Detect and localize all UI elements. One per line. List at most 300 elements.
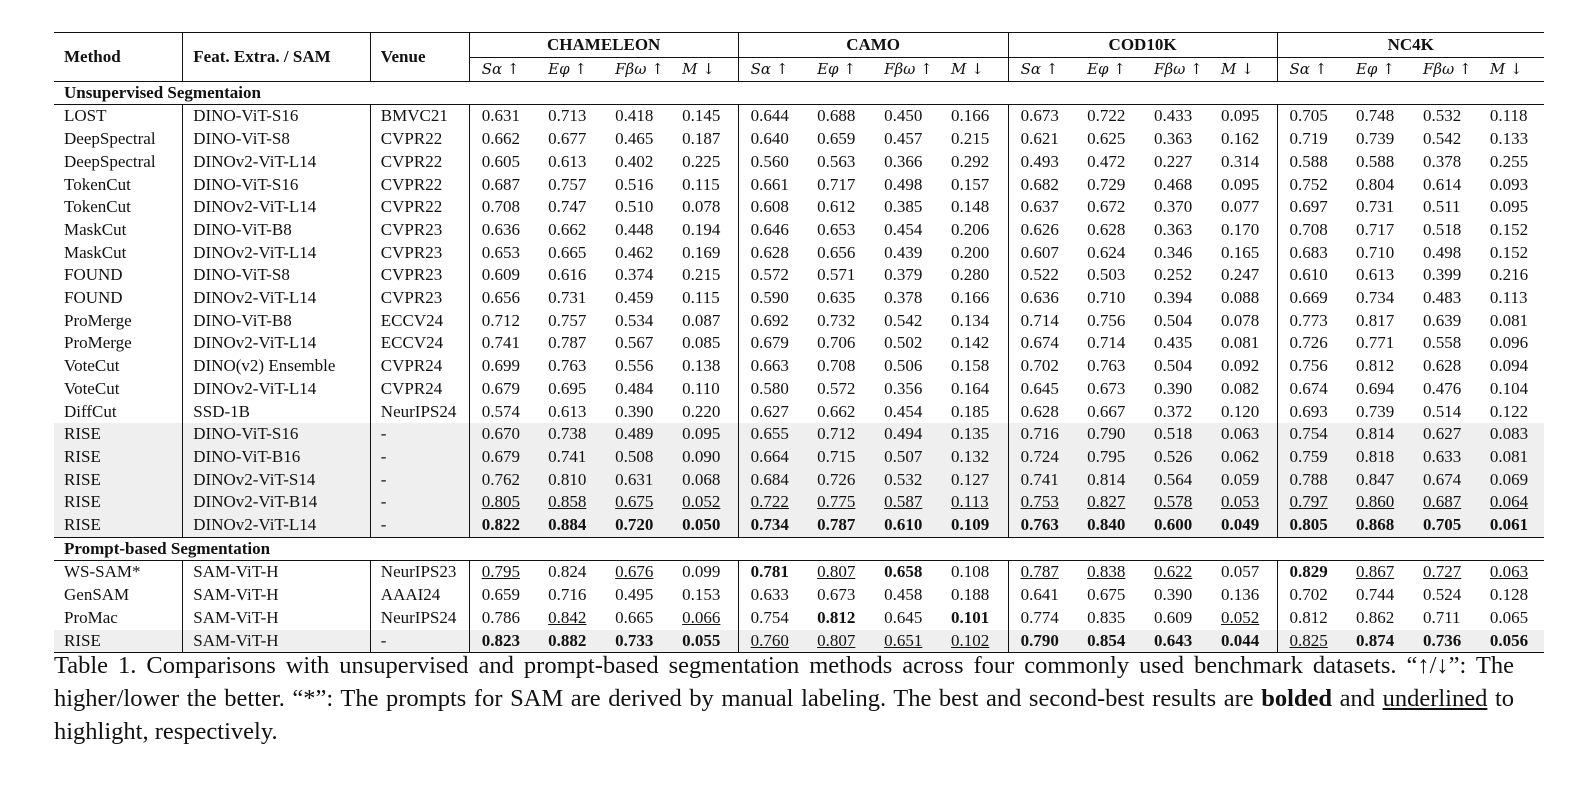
metric-value-cell: 0.056 bbox=[1478, 630, 1544, 653]
metric-value-cell: 0.390 bbox=[1154, 378, 1193, 398]
metric-value-cell: 0.673 bbox=[1087, 378, 1126, 398]
metric-value-cell: 0.714 bbox=[1008, 310, 1075, 333]
metric-header: Eφ ↑ bbox=[1075, 58, 1142, 82]
metric-value-cell: 0.817 bbox=[1355, 310, 1395, 330]
metric-value-cell: 0.134 bbox=[951, 310, 990, 330]
metric-value-cell: 0.157 bbox=[951, 174, 990, 194]
metric-value-cell: 0.673 bbox=[817, 585, 856, 605]
venue-cell: CVPR24 bbox=[370, 355, 469, 378]
metric-value-cell: 0.814 bbox=[1344, 423, 1411, 446]
method-cell: RISE bbox=[54, 491, 183, 514]
metric-value-cell: 0.220 bbox=[682, 401, 721, 421]
metric-value-cell: 0.651 bbox=[872, 630, 939, 653]
table-row bbox=[54, 242, 1544, 265]
metric-value-cell: 0.713 bbox=[548, 106, 587, 126]
metric-value-cell: 0.695 bbox=[548, 378, 587, 398]
metric-value-cell: 0.646 bbox=[738, 219, 805, 242]
metric-value-cell: 0.133 bbox=[1489, 129, 1529, 149]
method-cell: DiffCut bbox=[64, 401, 117, 421]
metric-value-cell: 0.759 bbox=[1277, 446, 1344, 469]
table-row bbox=[54, 561, 1544, 584]
metric-value-cell: 0.625 bbox=[1087, 129, 1126, 149]
metric-value-cell: 0.166 bbox=[951, 106, 990, 126]
feature-extractor-cell: DINOv2-ViT-L14 bbox=[183, 242, 371, 265]
metric-value-cell: 0.468 bbox=[1154, 174, 1193, 194]
method-cell: RISE bbox=[54, 446, 183, 469]
metric-value-cell: 0.847 bbox=[1344, 469, 1411, 492]
metric-value-cell: 0.814 bbox=[1075, 469, 1142, 492]
table-row bbox=[54, 128, 1544, 151]
metric-value-cell: 0.714 bbox=[1087, 333, 1126, 353]
metric-value-cell: 0.510 bbox=[615, 197, 654, 217]
metric-value-cell: 0.726 bbox=[805, 469, 872, 492]
section-title: Prompt-based Segmentation bbox=[54, 537, 1544, 561]
metric-value-cell: 0.435 bbox=[1154, 333, 1193, 353]
metric-value-cell: 0.081 bbox=[1221, 333, 1260, 353]
metric-value-cell: 0.827 bbox=[1075, 491, 1142, 514]
metric-value-cell: 0.741 bbox=[469, 332, 536, 355]
metric-value-cell: 0.748 bbox=[1355, 106, 1395, 126]
metric-value-cell: 0.661 bbox=[738, 174, 805, 197]
metric-value-cell: 0.662 bbox=[817, 401, 856, 421]
metric-value-cell: 0.858 bbox=[536, 491, 603, 514]
feature-extractor-cell: DINOv2-ViT-L14 bbox=[183, 514, 371, 537]
metric-value-cell: 0.644 bbox=[738, 105, 805, 128]
metric-value-cell: 0.763 bbox=[1008, 514, 1075, 537]
metric-value-cell: 0.669 bbox=[1277, 287, 1344, 310]
metric-value-cell: 0.697 bbox=[1277, 196, 1344, 219]
metric-value-cell: 0.860 bbox=[1344, 491, 1411, 514]
header-dataset-cod10k: COD10K bbox=[1008, 33, 1277, 58]
metric-value-cell: 0.104 bbox=[1489, 378, 1529, 398]
metric-value-cell: 0.708 bbox=[1277, 219, 1344, 242]
metric-value-cell: 0.506 bbox=[884, 356, 923, 376]
venue-cell: CVPR23 bbox=[370, 242, 469, 265]
metric-value-cell: 0.786 bbox=[469, 607, 536, 630]
metric-value-cell: 0.063 bbox=[1209, 423, 1277, 446]
metric-value-cell: 0.804 bbox=[1355, 174, 1395, 194]
caption-text: Table 1. Comparisons with unsupervised and prompt-based segmentation methods across four commonly used benchmark datasets. “↑/↓”: The higher/lower the better. “*”: The prompts for SAM are derived by manual labeling. The best and second-best results are bbox=[54, 652, 1514, 712]
metric-value-cell: 0.378 bbox=[884, 288, 923, 308]
feature-extractor-cell: DINOv2-ViT-L14 bbox=[183, 378, 371, 401]
table-row bbox=[54, 287, 1544, 310]
metric-value-cell: 0.215 bbox=[951, 129, 990, 149]
metric-value-cell: 0.504 bbox=[1154, 310, 1193, 330]
metric-value-cell: 0.166 bbox=[951, 288, 990, 308]
metric-value-cell: 0.679 bbox=[738, 332, 805, 355]
metric-value-cell: 0.628 bbox=[1008, 401, 1075, 424]
metric-value-cell: 0.069 bbox=[1478, 469, 1544, 492]
venue-cell: - bbox=[370, 446, 469, 469]
metric-value-cell: 0.454 bbox=[884, 219, 923, 239]
venue-cell: NeurIPS24 bbox=[370, 607, 469, 630]
metric-value-cell: 0.099 bbox=[682, 562, 721, 582]
metric-value-cell: 0.115 bbox=[682, 174, 720, 194]
metric-header: M ↓ bbox=[939, 58, 1008, 82]
metric-value-cell: 0.502 bbox=[884, 333, 923, 353]
metric-value-cell: 0.754 bbox=[1277, 423, 1344, 446]
metric-value-cell: 0.610 bbox=[872, 514, 939, 537]
metric-value-cell: 0.508 bbox=[603, 446, 670, 469]
metric-value-cell: 0.078 bbox=[1221, 310, 1260, 330]
metric-value-cell: 0.840 bbox=[1075, 514, 1142, 537]
metric-value-cell: 0.636 bbox=[1008, 287, 1075, 310]
metric-value-cell: 0.825 bbox=[1277, 630, 1344, 653]
metric-value-cell: 0.710 bbox=[1355, 242, 1395, 262]
venue-cell: CVPR23 bbox=[370, 287, 469, 310]
feature-extractor-cell: DINO-ViT-B8 bbox=[183, 219, 371, 242]
table-row bbox=[54, 378, 1544, 401]
table-row bbox=[54, 607, 1544, 630]
metric-value-cell: 0.775 bbox=[805, 491, 872, 514]
metric-value-cell: 0.101 bbox=[951, 607, 990, 627]
feature-extractor-cell: DINOv2-ViT-L14 bbox=[183, 151, 371, 174]
feature-extractor-cell: DINO(v2) Ensemble bbox=[183, 355, 371, 378]
metric-value-cell: 0.164 bbox=[951, 378, 990, 398]
metric-value-cell: 0.118 bbox=[1489, 106, 1528, 126]
metric-value-cell: 0.756 bbox=[1087, 310, 1126, 330]
metric-value-cell: 0.716 bbox=[548, 585, 587, 605]
metric-value-cell: 0.692 bbox=[738, 310, 805, 333]
metric-value-cell: 0.049 bbox=[1209, 514, 1277, 537]
metric-header: Fβω ↑ bbox=[1142, 58, 1209, 82]
metric-value-cell: 0.356 bbox=[884, 378, 923, 398]
metric-value-cell: 0.495 bbox=[615, 585, 654, 605]
metric-value-cell: 0.763 bbox=[548, 356, 587, 376]
metric-value-cell: 0.659 bbox=[817, 129, 856, 149]
metric-value-cell: 0.066 bbox=[682, 607, 721, 627]
metric-value-cell: 0.390 bbox=[615, 401, 654, 421]
metric-value-cell: 0.516 bbox=[615, 174, 654, 194]
header-dataset-camo: CAMO bbox=[738, 33, 1008, 58]
metric-value-cell: 0.532 bbox=[1422, 106, 1462, 126]
metric-value-cell: 0.450 bbox=[884, 106, 923, 126]
metric-value-cell: 0.614 bbox=[1422, 174, 1462, 194]
feature-extractor-cell: DINOv2-ViT-L14 bbox=[183, 287, 371, 310]
metric-value-cell: 0.655 bbox=[738, 423, 805, 446]
metric-value-cell: 0.653 bbox=[469, 242, 536, 265]
metric-value-cell: 0.185 bbox=[951, 401, 990, 421]
metric-value-cell: 0.096 bbox=[1489, 333, 1529, 353]
metric-value-cell: 0.712 bbox=[805, 423, 872, 446]
metric-header: Fβω ↑ bbox=[603, 58, 670, 82]
metric-value-cell: 0.818 bbox=[1344, 446, 1411, 469]
metric-value-cell: 0.363 bbox=[1154, 219, 1193, 239]
metric-value-cell: 0.206 bbox=[951, 219, 990, 239]
method-cell: TokenCut bbox=[64, 197, 131, 217]
metric-value-cell: 0.588 bbox=[1277, 151, 1344, 174]
metric-value-cell: 0.083 bbox=[1478, 423, 1544, 446]
metric-value-cell: 0.127 bbox=[939, 469, 1008, 492]
metric-value-cell: 0.578 bbox=[1142, 491, 1209, 514]
metric-value-cell: 0.590 bbox=[738, 287, 805, 310]
metric-value-cell: 0.807 bbox=[805, 630, 872, 653]
table-row bbox=[54, 446, 1544, 469]
method-cell: MaskCut bbox=[64, 242, 127, 262]
metric-value-cell: 0.824 bbox=[548, 562, 587, 582]
metric-value-cell: 0.628 bbox=[1422, 356, 1462, 376]
metric-value-cell: 0.165 bbox=[1221, 242, 1260, 262]
venue-cell: - bbox=[370, 630, 469, 653]
metric-value-cell: 0.645 bbox=[1008, 378, 1075, 401]
venue-cell: CVPR24 bbox=[370, 378, 469, 401]
metric-value-cell: 0.823 bbox=[469, 630, 536, 653]
metric-value-cell: 0.729 bbox=[1087, 174, 1126, 194]
table-row bbox=[54, 219, 1544, 242]
metric-value-cell: 0.526 bbox=[1142, 446, 1209, 469]
metric-value-cell: 0.757 bbox=[548, 174, 587, 194]
metric-value-cell: 0.719 bbox=[1277, 128, 1344, 151]
metric-value-cell: 0.142 bbox=[951, 333, 990, 353]
metric-header: Sα ↑ bbox=[738, 58, 805, 82]
feature-extractor-cell: SSD-1B bbox=[183, 401, 371, 424]
metric-value-cell: 0.726 bbox=[1277, 332, 1344, 355]
metric-value-cell: 0.085 bbox=[682, 333, 721, 353]
metric-value-cell: 0.346 bbox=[1154, 242, 1193, 262]
metric-value-cell: 0.674 bbox=[1411, 469, 1478, 492]
metric-value-cell: 0.628 bbox=[1087, 219, 1126, 239]
metric-value-cell: 0.170 bbox=[1221, 219, 1260, 239]
metric-value-cell: 0.194 bbox=[682, 219, 721, 239]
metric-value-cell: 0.448 bbox=[615, 219, 654, 239]
metric-value-cell: 0.518 bbox=[1142, 423, 1209, 446]
metric-value-cell: 0.115 bbox=[682, 288, 720, 308]
metric-value-cell: 0.635 bbox=[817, 288, 856, 308]
metric-value-cell: 0.643 bbox=[1142, 630, 1209, 653]
metric-value-cell: 0.600 bbox=[1142, 514, 1209, 537]
metric-value-cell: 0.088 bbox=[1221, 288, 1260, 308]
metric-value-cell: 0.640 bbox=[738, 128, 805, 151]
venue-cell: CVPR22 bbox=[370, 151, 469, 174]
metric-value-cell: 0.556 bbox=[615, 356, 654, 376]
metric-value-cell: 0.609 bbox=[469, 264, 536, 287]
metric-value-cell: 0.372 bbox=[1154, 401, 1193, 421]
method-cell: RISE bbox=[54, 514, 183, 537]
metric-value-cell: 0.683 bbox=[1277, 242, 1344, 265]
venue-cell: NeurIPS23 bbox=[370, 561, 469, 584]
metric-value-cell: 0.200 bbox=[951, 242, 990, 262]
metric-value-cell: 0.670 bbox=[469, 423, 536, 446]
metric-value-cell: 0.563 bbox=[817, 151, 856, 171]
metric-value-cell: 0.588 bbox=[1355, 151, 1395, 171]
table-row bbox=[54, 151, 1544, 174]
metric-value-cell: 0.805 bbox=[1277, 514, 1344, 537]
metric-value-cell: 0.462 bbox=[615, 242, 654, 262]
method-cell: FOUND bbox=[64, 288, 123, 308]
metric-value-cell: 0.835 bbox=[1087, 607, 1126, 627]
venue-cell: CVPR23 bbox=[370, 219, 469, 242]
metric-value-cell: 0.677 bbox=[548, 129, 587, 149]
metric-value-cell: 0.663 bbox=[738, 355, 805, 378]
table-row bbox=[54, 105, 1544, 128]
metric-value-cell: 0.807 bbox=[817, 562, 856, 582]
caption-bolded: bolded bbox=[1261, 685, 1333, 712]
metric-value-cell: 0.532 bbox=[872, 469, 939, 492]
metric-header: Eφ ↑ bbox=[536, 58, 603, 82]
venue-cell: - bbox=[370, 469, 469, 492]
feature-extractor-cell: DINO-ViT-S8 bbox=[183, 128, 371, 151]
metric-value-cell: 0.522 bbox=[1008, 264, 1075, 287]
metric-value-cell: 0.247 bbox=[1221, 265, 1260, 285]
metric-value-cell: 0.862 bbox=[1355, 607, 1395, 627]
metric-value-cell: 0.459 bbox=[615, 288, 654, 308]
method-cell: VoteCut bbox=[64, 356, 120, 376]
metric-header: M ↓ bbox=[670, 58, 738, 82]
metric-value-cell: 0.788 bbox=[1277, 469, 1344, 492]
metric-value-cell: 0.152 bbox=[1489, 242, 1529, 262]
metric-value-cell: 0.524 bbox=[1422, 585, 1462, 605]
metric-value-cell: 0.665 bbox=[548, 242, 587, 262]
metric-value-cell: 0.483 bbox=[1422, 288, 1462, 308]
metric-value-cell: 0.795 bbox=[469, 561, 536, 584]
metric-value-cell: 0.736 bbox=[1411, 630, 1478, 653]
metric-value-cell: 0.055 bbox=[670, 630, 738, 653]
metric-value-cell: 0.439 bbox=[884, 242, 923, 262]
metric-value-cell: 0.731 bbox=[548, 288, 587, 308]
metric-value-cell: 0.716 bbox=[1008, 423, 1075, 446]
metric-header: Sα ↑ bbox=[1008, 58, 1075, 82]
metric-value-cell: 0.868 bbox=[1344, 514, 1411, 537]
metric-value-cell: 0.109 bbox=[939, 514, 1008, 537]
metric-value-cell: 0.637 bbox=[1008, 196, 1075, 219]
metric-value-cell: 0.706 bbox=[817, 333, 856, 353]
metric-value-cell: 0.138 bbox=[682, 356, 721, 376]
table-row bbox=[54, 491, 1544, 514]
metric-value-cell: 0.787 bbox=[548, 333, 587, 353]
header-dataset-chameleon: CHAMELEON bbox=[469, 33, 738, 58]
metric-value-cell: 0.374 bbox=[615, 265, 654, 285]
metric-value-cell: 0.645 bbox=[884, 607, 923, 627]
metric-value-cell: 0.829 bbox=[1277, 561, 1344, 584]
method-cell: LOST bbox=[64, 106, 107, 126]
metric-value-cell: 0.370 bbox=[1154, 197, 1193, 217]
metric-value-cell: 0.694 bbox=[1355, 378, 1395, 398]
metric-value-cell: 0.136 bbox=[1221, 585, 1260, 605]
table-row bbox=[54, 401, 1544, 424]
metric-value-cell: 0.679 bbox=[469, 378, 536, 401]
metric-value-cell: 0.292 bbox=[951, 151, 990, 171]
metric-value-cell: 0.688 bbox=[817, 106, 856, 126]
metric-value-cell: 0.673 bbox=[1008, 105, 1075, 128]
metric-value-cell: 0.795 bbox=[1075, 446, 1142, 469]
metric-value-cell: 0.609 bbox=[1154, 607, 1193, 627]
metric-value-cell: 0.613 bbox=[548, 151, 587, 171]
metric-value-cell: 0.715 bbox=[805, 446, 872, 469]
metric-value-cell: 0.731 bbox=[1355, 197, 1395, 217]
metric-value-cell: 0.679 bbox=[469, 446, 536, 469]
metric-value-cell: 0.542 bbox=[1422, 129, 1462, 149]
table-row bbox=[54, 469, 1544, 492]
venue-cell: AAAI24 bbox=[370, 584, 469, 607]
metric-value-cell: 0.665 bbox=[615, 607, 654, 627]
metric-value-cell: 0.514 bbox=[1422, 401, 1462, 421]
metric-value-cell: 0.744 bbox=[1355, 585, 1395, 605]
method-cell: ProMerge bbox=[64, 333, 132, 353]
metric-value-cell: 0.621 bbox=[1008, 128, 1075, 151]
metric-value-cell: 0.757 bbox=[548, 310, 587, 330]
metric-value-cell: 0.580 bbox=[738, 378, 805, 401]
metric-value-cell: 0.153 bbox=[682, 585, 721, 605]
metric-value-cell: 0.061 bbox=[1478, 514, 1544, 537]
metric-value-cell: 0.390 bbox=[1154, 585, 1193, 605]
metric-value-cell: 0.081 bbox=[1478, 446, 1544, 469]
metric-value-cell: 0.145 bbox=[682, 106, 721, 126]
metric-value-cell: 0.148 bbox=[951, 197, 990, 217]
metric-value-cell: 0.511 bbox=[1422, 197, 1461, 217]
metric-value-cell: 0.394 bbox=[1154, 288, 1193, 308]
metric-value-cell: 0.874 bbox=[1344, 630, 1411, 653]
metric-value-cell: 0.082 bbox=[1221, 378, 1260, 398]
metric-value-cell: 0.676 bbox=[615, 562, 654, 582]
metric-value-cell: 0.687 bbox=[1411, 491, 1478, 514]
method-cell: RISE bbox=[54, 630, 183, 653]
method-cell: GenSAM bbox=[64, 585, 130, 605]
table-body bbox=[54, 81, 1544, 653]
method-cell: ProMerge bbox=[64, 310, 132, 330]
method-cell: VoteCut bbox=[64, 378, 120, 398]
metric-value-cell: 0.705 bbox=[1277, 105, 1344, 128]
metric-value-cell: 0.092 bbox=[1221, 356, 1260, 376]
metric-value-cell: 0.366 bbox=[884, 151, 923, 171]
metric-value-cell: 0.656 bbox=[469, 287, 536, 310]
metric-value-cell: 0.252 bbox=[1154, 265, 1193, 285]
metric-value-cell: 0.158 bbox=[951, 356, 990, 376]
metric-value-cell: 0.169 bbox=[682, 242, 721, 262]
metric-value-cell: 0.699 bbox=[469, 355, 536, 378]
metric-value-cell: 0.627 bbox=[738, 401, 805, 424]
metric-value-cell: 0.216 bbox=[1489, 265, 1529, 285]
method-cell: ProMac bbox=[64, 607, 118, 627]
metric-value-cell: 0.476 bbox=[1422, 378, 1462, 398]
metric-value-cell: 0.454 bbox=[884, 401, 923, 421]
metric-value-cell: 0.081 bbox=[1489, 310, 1529, 330]
feature-extractor-cell: SAM-ViT-H bbox=[183, 607, 371, 630]
feature-extractor-cell: DINOv2-ViT-S14 bbox=[183, 469, 371, 492]
metric-value-cell: 0.752 bbox=[1277, 174, 1344, 197]
metric-value-cell: 0.465 bbox=[615, 129, 654, 149]
metric-header: Eφ ↑ bbox=[805, 58, 872, 82]
metric-value-cell: 0.567 bbox=[615, 333, 654, 353]
metric-value-cell: 0.402 bbox=[615, 151, 654, 171]
caption-end: to highlight, respectively. bbox=[54, 685, 1514, 745]
metric-value-cell: 0.812 bbox=[1355, 356, 1395, 376]
metric-value-cell: 0.484 bbox=[615, 378, 654, 398]
feature-extractor-cell: DINOv2-ViT-L14 bbox=[183, 196, 371, 219]
metric-value-cell: 0.662 bbox=[469, 128, 536, 151]
metric-value-cell: 0.622 bbox=[1154, 562, 1193, 582]
metric-value-cell: 0.472 bbox=[1087, 151, 1126, 171]
metric-value-cell: 0.810 bbox=[536, 469, 603, 492]
metric-value-cell: 0.498 bbox=[884, 174, 923, 194]
section-header-row bbox=[54, 537, 1544, 561]
method-cell: RISE bbox=[54, 423, 183, 446]
metric-value-cell: 0.708 bbox=[817, 356, 856, 376]
metric-value-cell: 0.225 bbox=[682, 151, 721, 171]
metric-value-cell: 0.077 bbox=[1221, 197, 1260, 217]
metric-value-cell: 0.494 bbox=[872, 423, 939, 446]
metric-value-cell: 0.626 bbox=[1008, 219, 1075, 242]
metric-value-cell: 0.120 bbox=[1221, 401, 1260, 421]
metric-value-cell: 0.564 bbox=[1142, 469, 1209, 492]
metric-value-cell: 0.781 bbox=[738, 561, 805, 584]
header-dataset-nc4k: NC4K bbox=[1277, 33, 1544, 58]
metric-value-cell: 0.790 bbox=[1075, 423, 1142, 446]
metric-value-cell: 0.610 bbox=[1277, 264, 1344, 287]
metric-header: M ↓ bbox=[1209, 58, 1277, 82]
metric-value-cell: 0.659 bbox=[469, 584, 536, 607]
metric-header: M ↓ bbox=[1478, 58, 1544, 82]
metric-value-cell: 0.187 bbox=[682, 129, 721, 149]
